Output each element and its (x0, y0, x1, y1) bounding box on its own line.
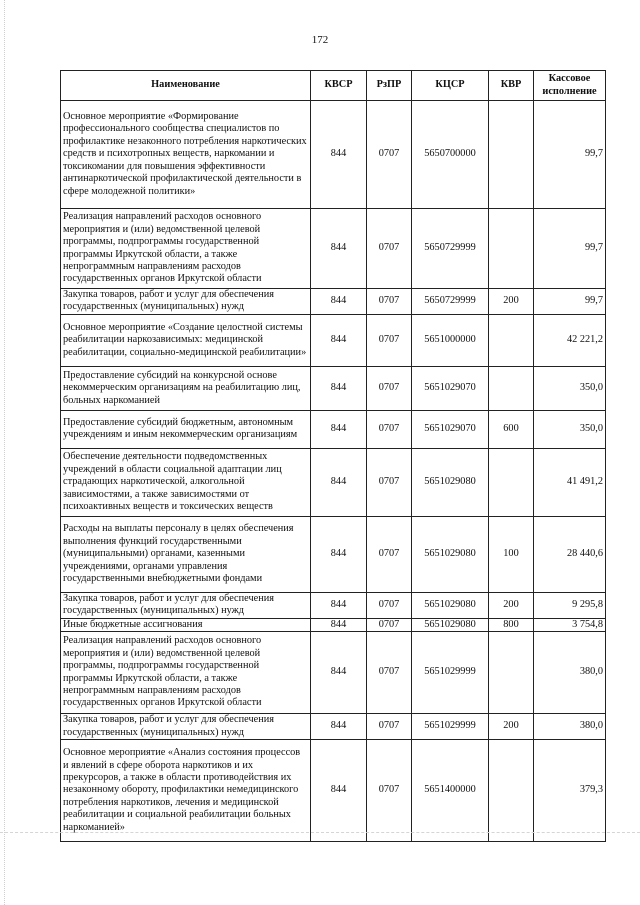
row-rzpr-cell: 0707 (367, 366, 412, 410)
row-rzpr-cell: 0707 (367, 618, 412, 631)
table-row (61, 448, 606, 516)
row-kvr-cell (489, 632, 534, 714)
row-rzpr-cell: 0707 (367, 410, 412, 448)
header-name: Наименование (61, 71, 311, 101)
row-kvsr-cell: 844 (311, 209, 367, 289)
row-amount-cell: 380,0 (534, 714, 606, 740)
row-rzpr-cell: 0707 (367, 314, 412, 366)
table-row (61, 740, 606, 842)
row-kvsr-cell: 844 (311, 714, 367, 740)
row-kcsr-cell: 5651029080 (412, 448, 489, 516)
row-name-cell: Закупка товаров, работ и услуг для обеспечения государственных (муниципальных) нужд (61, 289, 311, 315)
row-rzpr-cell: 0707 (367, 448, 412, 516)
row-amount-cell: 350,0 (534, 410, 606, 448)
table-row (61, 366, 606, 410)
row-amount-cell: 3 754,8 (534, 618, 606, 631)
row-name-cell: Реализация направлений расходов основного мероприятия и (или) ведомственной целевой программы, подпрограммы государственной программы Иркутской области, а также непрограммным направлениям расходов государственных органов Иркутской области (61, 209, 311, 289)
row-kvsr-cell: 844 (311, 366, 367, 410)
row-kcsr-cell: 5650729999 (412, 289, 489, 315)
scan-edge-line (4, 0, 5, 905)
row-amount-cell: 28 440,6 (534, 516, 606, 592)
row-kvsr-cell: 844 (311, 289, 367, 315)
row-kcsr-cell: 5651029080 (412, 516, 489, 592)
header-rzpr: РзПР (367, 71, 412, 101)
page-number: 172 (311, 34, 329, 46)
row-kcsr-cell: 5651029080 (412, 592, 489, 618)
row-name-cell: Основное мероприятие «Формирование профессионального сообщества специалистов по профилактике незаконного потребления наркотических средств и психотропных веществ, наркомании и токсикомании для повышения эффективности антинаркотической профилактической деятельности в сфере молодежной политики» (61, 101, 311, 209)
row-kvsr-cell: 844 (311, 314, 367, 366)
header-kcsr: КЦСР (412, 71, 489, 101)
row-rzpr-cell: 0707 (367, 632, 412, 714)
row-name-cell: Закупка товаров, работ и услуг для обеспечения государственных (муниципальных) нужд (61, 592, 311, 618)
row-kcsr-cell: 5650729999 (412, 209, 489, 289)
row-kvr-cell: 200 (489, 289, 534, 315)
table-row (61, 592, 606, 618)
scan-bottom-line (0, 832, 640, 833)
row-kvr-cell: 100 (489, 516, 534, 592)
row-kvr-cell (489, 448, 534, 516)
row-kvr-cell: 200 (489, 592, 534, 618)
row-kvsr-cell: 844 (311, 516, 367, 592)
row-amount-cell: 350,0 (534, 366, 606, 410)
row-name-cell: Обеспечение деятельности подведомственных учреждений в области социальной адаптации лиц страдающих наркотической, алкогольной зависимостями, а также зависимостями от психоактивных веществ и токсических веществ (61, 448, 311, 516)
row-kvr-cell: 600 (489, 410, 534, 448)
table-header-row (61, 71, 606, 101)
budget-execution-table (60, 70, 606, 842)
row-kvsr-cell: 844 (311, 632, 367, 714)
row-kvr-cell (489, 101, 534, 209)
table-row (61, 209, 606, 289)
row-amount-cell: 41 491,2 (534, 448, 606, 516)
row-name-cell: Иные бюджетные ассигнования (61, 618, 311, 631)
row-kcsr-cell: 5651000000 (412, 314, 489, 366)
row-amount-cell: 9 295,8 (534, 592, 606, 618)
row-kcsr-cell: 5651029070 (412, 410, 489, 448)
row-rzpr-cell: 0707 (367, 289, 412, 315)
row-kvsr-cell: 844 (311, 101, 367, 209)
row-name-cell: Расходы на выплаты персоналу в целях обеспечения выполнения функций государственными (муниципальными) органами, казенными учреждениями, органами управления государственными внебюджетными фондами (61, 516, 311, 592)
row-name-cell: Основное мероприятие «Создание целостной системы реабилитации наркозависимых: медицинской реабилитации, социально-медицинской реабилитации» (61, 314, 311, 366)
row-rzpr-cell: 0707 (367, 209, 412, 289)
row-kcsr-cell: 5651029999 (412, 632, 489, 714)
row-name-cell: Реализация направлений расходов основного мероприятия и (или) ведомственной целевой программы, подпрограммы государственной программы Иркутской области, а также непрограммным направлениям расходов государственных органов Иркутской области (61, 632, 311, 714)
row-rzpr-cell: 0707 (367, 101, 412, 209)
header-cash-execution: Кассовое исполнение (534, 71, 606, 101)
row-amount-cell: 99,7 (534, 289, 606, 315)
row-kcsr-cell: 5650700000 (412, 101, 489, 209)
row-amount-cell: 379,3 (534, 740, 606, 842)
table-row (61, 289, 606, 315)
row-kcsr-cell: 5651029070 (412, 366, 489, 410)
row-kvsr-cell: 844 (311, 410, 367, 448)
table-row (61, 618, 606, 631)
table-row (61, 516, 606, 592)
row-rzpr-cell: 0707 (367, 592, 412, 618)
table-row (61, 632, 606, 714)
row-name-cell: Предоставление субсидий бюджетным, автономным учреждениям и иным некоммерческим организациям (61, 410, 311, 448)
header-kvr: КВР (489, 71, 534, 101)
row-rzpr-cell: 0707 (367, 516, 412, 592)
row-kvr-cell (489, 366, 534, 410)
row-kvsr-cell: 844 (311, 740, 367, 842)
row-kvr-cell: 800 (489, 618, 534, 631)
row-kcsr-cell: 5651400000 (412, 740, 489, 842)
row-rzpr-cell: 0707 (367, 740, 412, 842)
table-row (61, 714, 606, 740)
row-kcsr-cell: 5651029080 (412, 618, 489, 631)
row-amount-cell: 99,7 (534, 209, 606, 289)
row-amount-cell: 99,7 (534, 101, 606, 209)
row-kvsr-cell: 844 (311, 592, 367, 618)
row-name-cell: Закупка товаров, работ и услуг для обеспечения государственных (муниципальных) нужд (61, 714, 311, 740)
row-name-cell: Предоставление субсидий на конкурсной основе некоммерческим организациям на реабилитацию лиц, больных наркоманией (61, 366, 311, 410)
row-kvr-cell (489, 740, 534, 842)
row-amount-cell: 380,0 (534, 632, 606, 714)
header-kvsr: КВСР (311, 71, 367, 101)
row-kvr-cell (489, 314, 534, 366)
row-kvr-cell: 200 (489, 714, 534, 740)
row-amount-cell: 42 221,2 (534, 314, 606, 366)
row-rzpr-cell: 0707 (367, 714, 412, 740)
row-kvr-cell (489, 209, 534, 289)
row-kcsr-cell: 5651029999 (412, 714, 489, 740)
row-kvsr-cell: 844 (311, 618, 367, 631)
table-row (61, 101, 606, 209)
table-row (61, 314, 606, 366)
table-row (61, 410, 606, 448)
row-kvsr-cell: 844 (311, 448, 367, 516)
row-name-cell: Основное мероприятие «Анализ состояния процессов и явлений в сфере оборота наркотиков и их прекурсоров, а также в области противодействия их незаконному обороту, профилактики немедицинского потребления наркотиков, лечения и медицинской реабилитации и социальной реабилитации больных наркоманией» (61, 740, 311, 842)
